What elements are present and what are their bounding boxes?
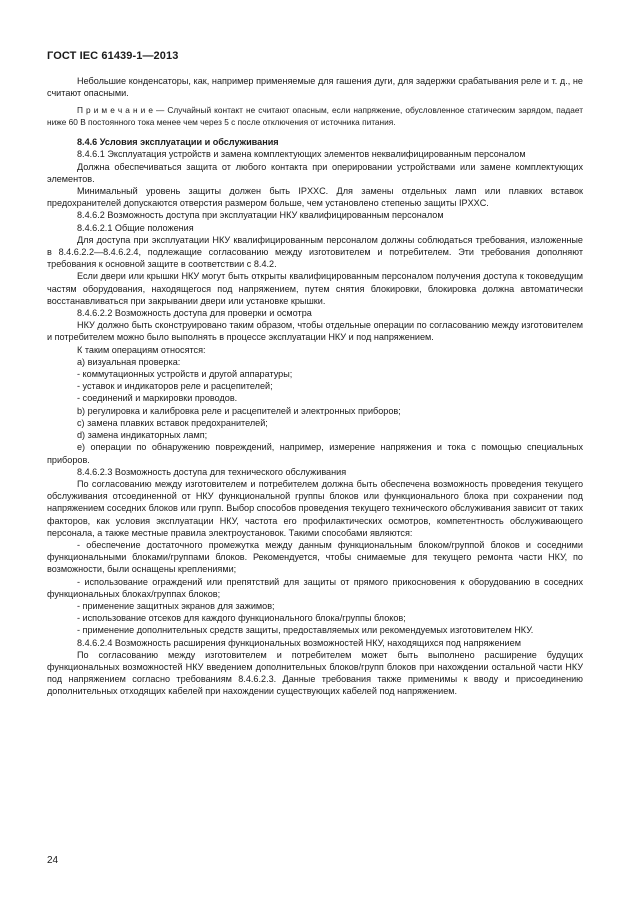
subsection-title: 8.4.6.2.3 Возможность доступа для технического обслуживания — [77, 466, 347, 477]
subsection-title: 8.4.6.2.4 Возможность расширения функциональных возможностей НКУ, находящихся под напряжением — [77, 637, 521, 648]
subsection-title: 8.4.6.2 Возможность доступа при эксплуатации НКУ квалифицированным персоналом — [77, 210, 444, 221]
page-number: 24 — [47, 855, 59, 866]
paragraph: Должна обеспечиваться защита от любого контакта при оперировании устройствами или замене комплектующих элементов. — [47, 161, 583, 184]
paragraph: По согласованию между изготовителем и потребителем должна быть обеспечена возможность проведения текущего обслуживания отсоединенной от НКУ функциональной группы блоков или функционального блока при сохранении под напряжением соседних блоков или групп. Выбор способов проведения текущего технического обслуживания зависит от таких факторов, как условия эксплуатации НКУ, частота его профилактических осмотров, компетентность обслуживающего персонала, а также местные правила электроустановок. Такими способами являются: — [47, 478, 583, 538]
paragraph: По согласованию между изготовителем и потребителем может быть выполнено расширение будущих функциональных возможностей НКУ введением дополнительных блоков/групп блоков при нахождении остальной части НКУ под напряжением согласно требованиям 8.4.6.2.3. Данные требования также применимы к вводу и присоединению дополнительных отходящих кабелей при нахождении существующих кабелей под напряжением. — [47, 649, 583, 697]
section-title: 8.4.6 Условия эксплуатации и обслуживания — [77, 137, 279, 148]
list-item: e) операции по обнаружению повреждений, например, измерение напряжения и тока с помощью специальных приборов. — [47, 442, 583, 465]
paragraph: Для доступа при эксплуатации НКУ квалифицированным персоналом должны соблюдаться требования, изложенные в 8.4.6.2.2—8.4.6.2.4, подлежащие согласованию между изготовителем и потребителем. Эти требования дополняют требования к основной защите в соответствии с 8.4.2. — [47, 234, 583, 270]
list-item: - применение защитных экранов для зажимов; — [77, 600, 275, 611]
subsection-title: 8.4.6.1 Эксплуатация устройств и замена комплектующих элементов неквалифицированным персоналом — [77, 149, 526, 160]
document-header: ГОСТ IEC 61439-1—2013 — [47, 50, 179, 62]
subsection-title: 8.4.6.2.2 Возможность доступа для проверки и осмотра — [77, 308, 312, 319]
list-item: - обеспечение достаточного промежутка между данным функциональным блоком/группой блоков и соседними функциональными блоками/группами блоков. Рекомендуется, чтобы снимаемые для текущего ремонта части НКУ, по возможности, были оснащены креплениями; — [47, 539, 583, 575]
document-body — [47, 75, 583, 698]
list-item: a) визуальная проверка: — [77, 356, 181, 367]
subsection-title: 8.4.6.2.1 Общие положения — [77, 222, 194, 233]
paragraph: Минимальный уровень защиты должен быть IPXXC. Для замены отдельных ламп или плавких вставок предохранителей допускаются отверстия размером больше, чем установлено степенью защиты IPXXC. — [47, 186, 583, 209]
list-item: b) регулировка и калибровка реле и расцепителей и электронных приборов; — [77, 405, 401, 416]
paragraph-capacitors: Небольшие конденсаторы, как, например применяемые для гашения дуги, для задержки срабатывания реле и т. д., не считают опасными. — [47, 76, 583, 99]
paragraph: К таким операциям относятся: — [77, 344, 206, 355]
paragraph: НКУ должно быть сконструировано таким образом, чтобы отдельные операции по согласованию между изготовителем и потребителем можно было выполнять в процессе эксплуатации НКУ и под напряжением. — [47, 320, 583, 343]
list-item: - соединений и маркировки проводов. — [77, 393, 238, 404]
list-item: - уставок и индикаторов реле и расцепителей; — [77, 381, 273, 392]
note: П р и м е ч а н и е — Случайный контакт не считают опасным, если напряжение, обусловленное статическим зарядом, падает ниже 60 В постоянного тока менее чем через 5 с после отключения от источника питания. — [47, 105, 583, 127]
list-item: - применение дополнительных средств защиты, предоставляемых или рекомендуемых изготовителем НКУ. — [77, 625, 534, 636]
list-item: - использование отсеков для каждого функционального блока/группы блоков; — [77, 613, 406, 624]
paragraph: Если двери или крышки НКУ могут быть открыты квалифицированным персоналом получения доступа к токоведущим частям оборудования, находящегося под напряжением, путем снятия блокировки, блокировка должна автоматически восстанавливаться при закрывании двери или установке крышки. — [47, 271, 583, 306]
list-item: c) замена плавких вставок предохранителей; — [77, 417, 268, 428]
list-item: d) замена индикаторных ламп; — [77, 430, 208, 441]
list-item: - коммутационных устройств и другой аппаратуры; — [77, 369, 293, 380]
list-item: - использование ограждений или препятствий для защиты от прямого прикосновения к оборудованию в соседних функциональных блоках/группах блоков; — [47, 576, 583, 599]
